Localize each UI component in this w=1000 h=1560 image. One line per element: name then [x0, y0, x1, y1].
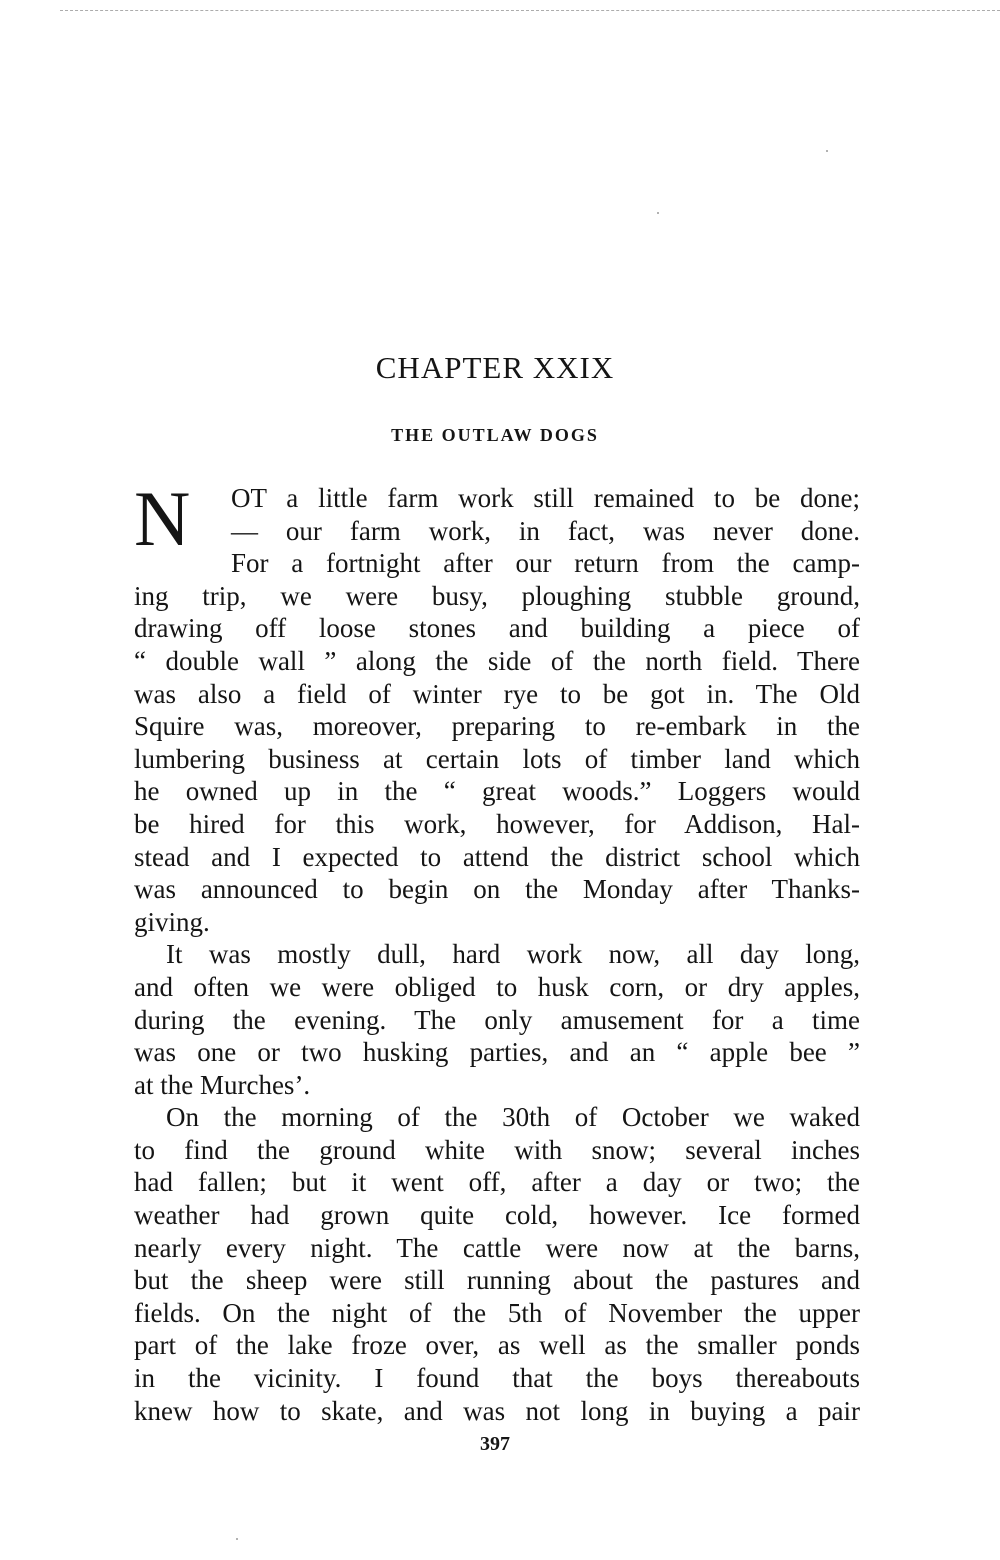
text-line: giving. [134, 906, 210, 937]
page-number: 397 [480, 1433, 510, 1455]
text-line: stead and I expected to attend the district school which [134, 841, 860, 872]
text-line: at the Murches’. [134, 1069, 311, 1100]
text-line: lumbering business at certain lots of timber land which [134, 743, 860, 774]
scan-top-rule [60, 10, 1000, 11]
text-line: fields. On the night of the 5th of November the upper [134, 1297, 860, 1328]
text-line: For a fortnight after our return from the camp- [231, 548, 860, 579]
text-line: but the sheep were still running about the pastures and [134, 1265, 860, 1296]
text-line: Squire was, moreover, preparing to re-embark in the [134, 711, 860, 742]
text-line: to find the ground white with snow; several inches [134, 1134, 860, 1165]
text-line: was also a field of winter rye to be got in. The Old [134, 678, 860, 709]
text-line: — our farm work, in fact, was never done. [231, 515, 860, 546]
text-line: and often we were obliged to husk corn, or dry apples, [134, 971, 860, 1002]
body-text [134, 475, 860, 1427]
scan-speck [236, 1538, 238, 1540]
text-line: during the evening. The only amusement for a time [134, 1004, 860, 1035]
text-line: he owned up in the “ great woods.” Loggers would [134, 776, 860, 807]
text-line: OT a little farm work still remained to be done; [231, 483, 860, 513]
text-line: was announced to begin on the Monday after Thanks- [134, 874, 860, 905]
text-line: nearly every night. The cattle were now at the barns, [134, 1232, 860, 1263]
text-line: knew how to skate, and was not long in buying a pair [134, 1395, 860, 1426]
text-line: be hired for this work, however, for Addison, Hal- [134, 808, 860, 839]
chapter-subtitle: THE OUTLAW DOGS [391, 425, 599, 445]
text-line: was one or two husking parties, and an “ apple bee ” [134, 1037, 860, 1068]
scan-speck [826, 150, 828, 152]
text-line: had fallen; but it went off, after a day or two; the [134, 1167, 860, 1198]
text-line: weather had grown quite cold, however. Ice formed [134, 1200, 860, 1231]
drop-cap: N [134, 475, 191, 562]
text-line: drawing off loose stones and building a piece of [134, 613, 860, 644]
text-line: part of the lake froze over, as well as the smaller ponds [134, 1330, 860, 1361]
text-line: in the vicinity. I found that the boys thereabouts [134, 1363, 860, 1394]
text-line: On the morning of the 30th of October we waked [166, 1102, 860, 1133]
scan-speck [657, 212, 659, 214]
text-line: ing trip, we were busy, ploughing stubble ground, [134, 580, 860, 611]
text-line: It was mostly dull, hard work now, all day long, [166, 939, 860, 970]
text-line: “ double wall ” along the side of the north field. There [134, 645, 860, 676]
chapter-title: CHAPTER XXIX [375, 350, 615, 385]
